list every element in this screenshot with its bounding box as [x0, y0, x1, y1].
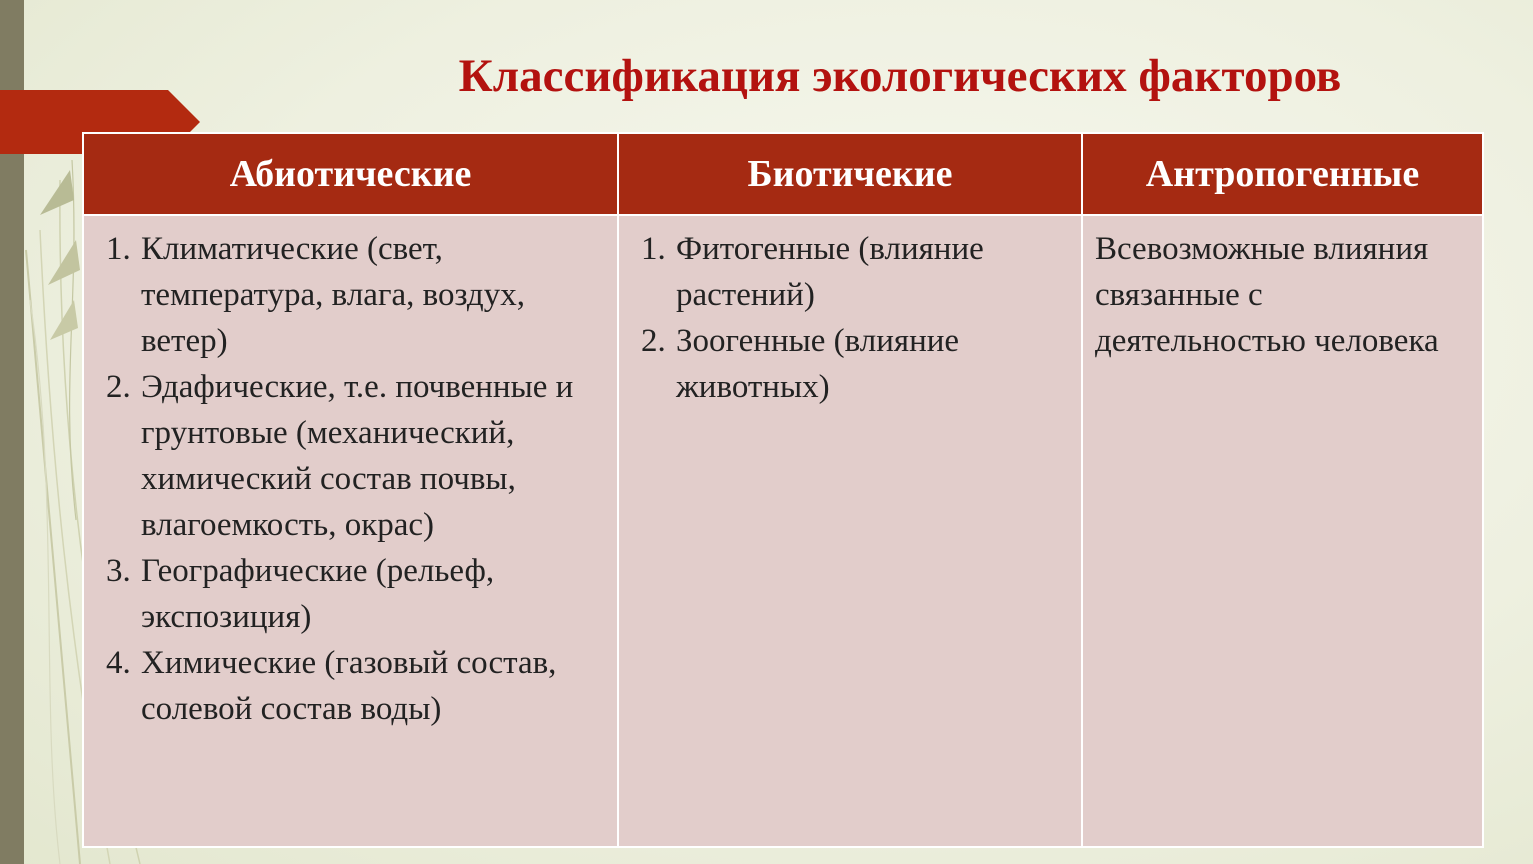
slide-title: Классификация экологических факторов — [458, 50, 1342, 102]
abiotic-item-geographic: 3. Географические (рельеф, экспозиция) — [139, 548, 605, 640]
abiotic-item-climatic: 1. Климатические (свет, температура, влага, воздух, ветер) — [139, 226, 605, 364]
biotic-list — [631, 226, 1069, 410]
abiotic-item-edaphic: 2. Эдафические, т.е. почвенные и грунтовые (механический, химический состав почвы, влагоемкость, окрас) — [139, 364, 605, 548]
biotic-item-phytogenic: 1. Фитогенные (влияние растений) — [674, 226, 1069, 318]
header-anthropogenic: Антропогенные — [1082, 133, 1483, 215]
factors-table — [82, 132, 1484, 848]
abiotic-list — [96, 226, 605, 732]
header-biotic: Биотичекие — [618, 133, 1082, 215]
anthropogenic-text: Всевозможные влияния связанные с деятельностью человека — [1095, 231, 1439, 359]
anthropogenic-cell — [1082, 215, 1483, 847]
biotic-item-zoogenic: 2. Зоогенные (влияние животных) — [674, 318, 1069, 410]
header-abiotic: Абиотические — [83, 133, 618, 215]
biotic-cell — [618, 215, 1082, 847]
table-header-row — [83, 133, 1483, 215]
table-body-row — [83, 215, 1483, 847]
abiotic-item-chemical: 4. Химические (газовый состав, солевой состав воды) — [139, 640, 605, 732]
abiotic-cell — [83, 215, 618, 847]
